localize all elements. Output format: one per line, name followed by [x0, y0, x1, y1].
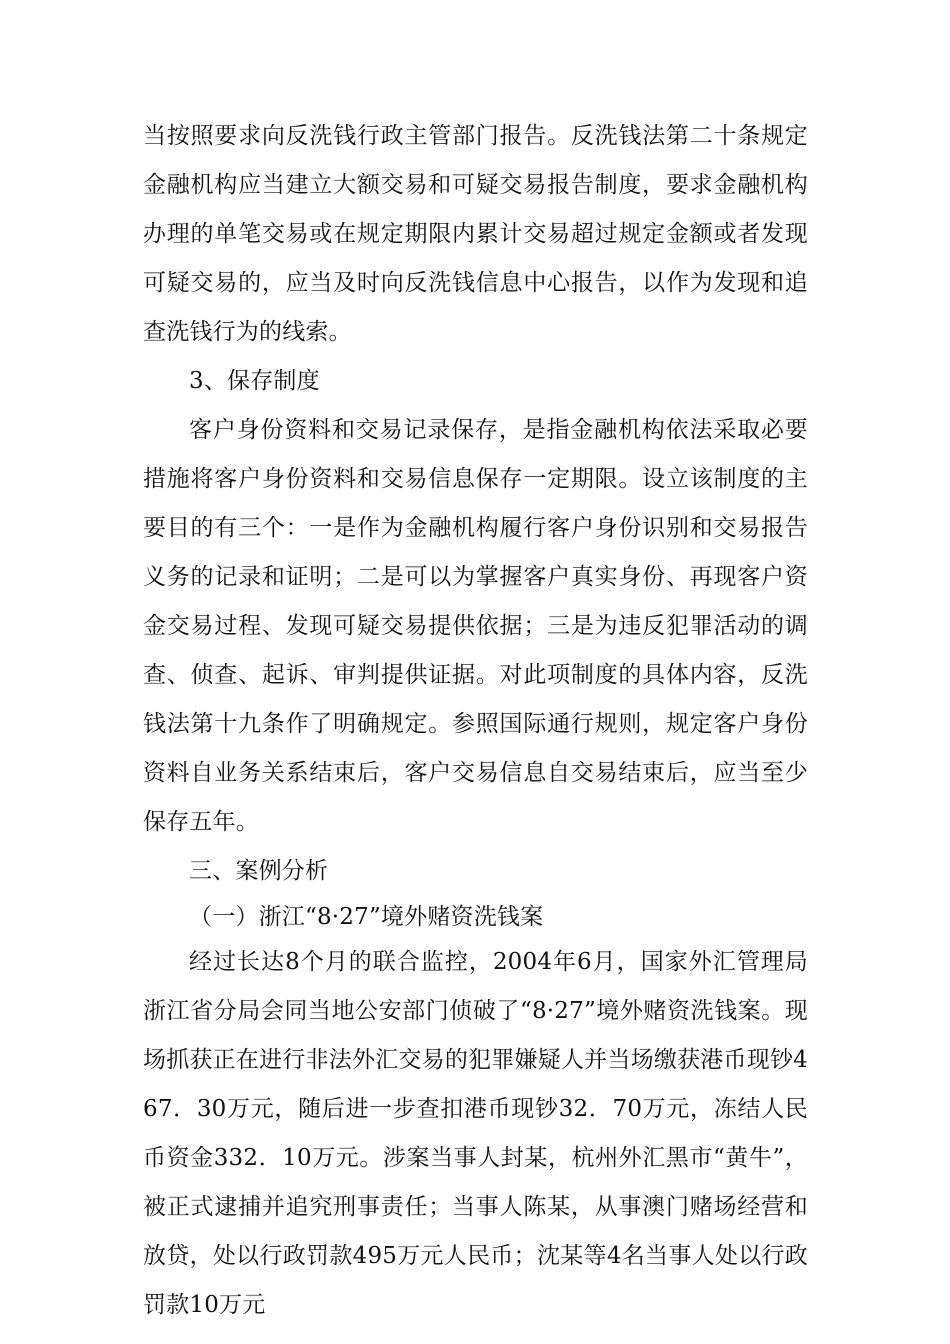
paragraph-retention-system: 客户身份资料和交易记录保存，是指金融机构依法采取必要措施将客户身份资料和交易信息保存一定期限。设立该制度的主要目的有三个：一是作为金融机构履行客户身份识别和交易报告义务的记录和证明；二是可以为掌握客户真实身份、再现客户资金交易过程、发现可疑交易提供依据；三是为违反犯罪活动的调查、侦查、起诉、审判提供证据。对此项制度的具体内容，反洗钱法第十九条作了明确规定。参照国际通行规则，规定客户身份资料自业务关系结束后，客户交易信息自交易结束后，应当至少保存五年。	[143, 417, 808, 835]
section-heading-retention: 3、保存制度	[189, 368, 320, 394]
paragraph-report-continuation: 当按照要求向反洗钱行政主管部门报告。反洗钱法第二十条规定金融机构应当建立大额交易和可疑交易报告制度，要求金融机构办理的单笔交易或在规定期限内累计交易超过规定金额或者发现可疑交易的，应当及时向反洗钱信息中心报告，以作为发现和追查洗钱行为的线索。	[143, 123, 808, 345]
document-body	[143, 112, 808, 1330]
case-title-zhejiang: （一）浙江“8·27”境外赌资洗钱案	[189, 904, 544, 930]
paragraph-zhejiang-case: 经过长达8个月的联合监控，2004年6月，国家外汇管理局浙江省分局会同当地公安部门侦破了“8·27”境外赌资洗钱案。现场抓获正在进行非法外汇交易的犯罪嫌疑人并当场缴获港币现钞467．30万元，随后进一步查扣港币现钞32．70万元，冻结人民币资金332．10万元。涉案当事人封某，杭州外汇黑市“黄牛”，被正式逮捕并追究刑事责任；当事人陈某，从事澳门赌场经营和放贷，处以行政罚款495万元人民币；沈某等4名当事人处以行政罚款10万元	[143, 949, 808, 1318]
section-heading-case-analysis: 三、案例分析	[189, 858, 329, 884]
